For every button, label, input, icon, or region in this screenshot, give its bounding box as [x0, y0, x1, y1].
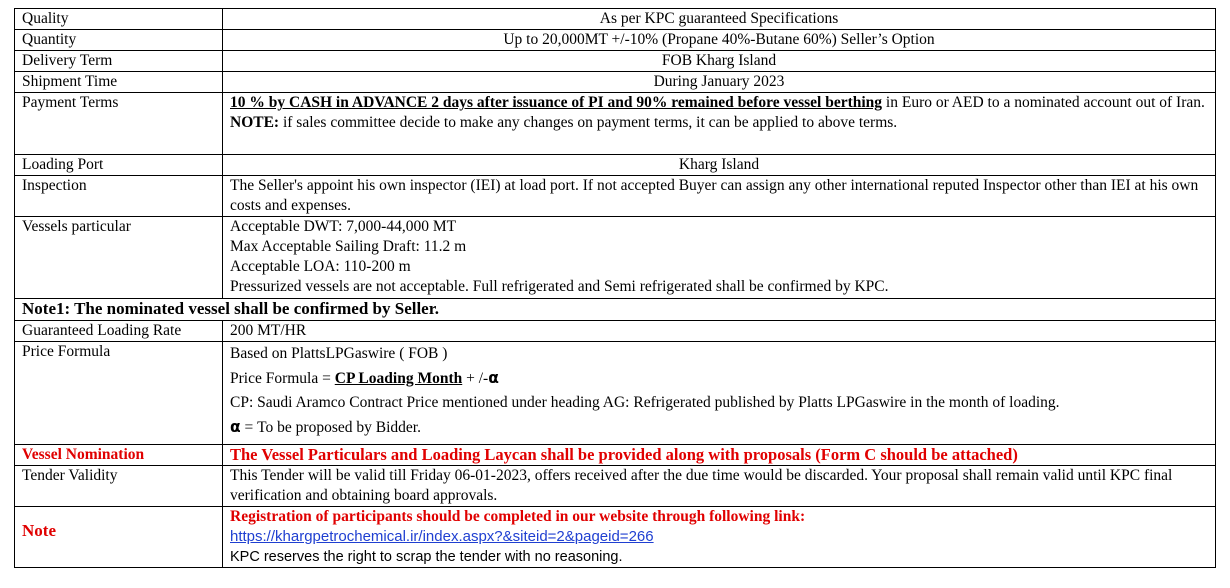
tender-terms-table [14, 8, 1216, 568]
vessel-line: Pressurized vessels are not acceptable. Full refrigerated and Semi refrigerated shall be confirmed by KPC. [230, 278, 889, 295]
row-inspection [15, 176, 1216, 217]
vessel-line: Max Acceptable Sailing Draft: 11.2 m [230, 238, 467, 255]
payment-bold-text: 10 % by CASH in ADVANCE 2 days after issuance of PI and 90% remained before vessel berthing [230, 94, 883, 111]
note1-text: Note1: The nominated vessel shall be confirmed by Seller. [15, 299, 1216, 321]
registration-text: Registration of participants should be completed in our website through following link: [230, 508, 806, 525]
row-payment-terms [15, 93, 1216, 155]
value-delivery-term: FOB Kharg Island [223, 51, 1216, 72]
row-loading-rate [15, 321, 1216, 342]
row-tender-validity [15, 466, 1216, 507]
value-inspection: The Seller's appoint his own inspector (IEI) at load port. If not accepted Buyer can assign any other international reputed Inspector other than IEI at his own costs and expenses. [223, 176, 1216, 217]
label-inspection: Inspection [15, 176, 223, 217]
label-loading-port: Loading Port [15, 155, 223, 176]
disclaimer-text: KPC reserves the right to scrap the tender with no reasoning. [230, 549, 623, 565]
vessel-line: Acceptable DWT: 7,000-44,000 MT [230, 218, 457, 235]
row-quality [15, 9, 1216, 30]
label-delivery-term: Delivery Term [15, 51, 223, 72]
row-vessels-particular [15, 217, 1216, 299]
price-line-4 [230, 417, 1208, 438]
value-price-formula [223, 342, 1216, 445]
label-note: Note [15, 507, 223, 568]
price-line-1: Based on PlattsLPGaswire ( FOB ) [230, 345, 448, 362]
payment-note-text: if sales committee decide to make any changes on payment terms, it can be applied to above terms. [279, 114, 898, 131]
label-loading-rate: Guaranteed Loading Rate [15, 321, 223, 342]
row-note [15, 507, 1216, 568]
row-quantity [15, 30, 1216, 51]
row-note1 [15, 299, 1216, 321]
label-quality: Quality [15, 9, 223, 30]
value-vessel-nomination: The Vessel Particulars and Loading Laycan shall be provided along with proposals (Form C should be attached) [223, 445, 1216, 466]
label-price-formula: Price Formula [15, 342, 223, 445]
price-line-2 [230, 368, 1208, 389]
row-delivery-term [15, 51, 1216, 72]
value-tender-validity: This Tender will be valid till Friday 06-01-2023, offers received after the due time would be discarded. Your proposal shall remain valid until KPC final verification and obtaining board approvals. [223, 466, 1216, 507]
row-vessel-nomination [15, 445, 1216, 466]
label-tender-validity: Tender Validity [15, 466, 223, 507]
payment-note-label: NOTE: [230, 114, 280, 131]
value-quantity: Up to 20,000MT +/-10% (Propane 40%-Butane 60%) Seller’s Option [223, 30, 1216, 51]
label-vessels-particular: Vessels particular [15, 217, 223, 299]
value-loading-rate: 200 MT/HR [223, 321, 1216, 342]
alpha-definition: = To be proposed by Bidder. [240, 419, 421, 436]
alpha-symbol: α [230, 418, 241, 436]
value-shipment-time: During January 2023 [223, 72, 1216, 93]
label-payment-terms: Payment Terms [15, 93, 223, 155]
alpha-symbol: α [488, 369, 499, 387]
price-formula-prefix: Price Formula = [230, 370, 335, 387]
row-price-formula [15, 342, 1216, 445]
row-loading-port [15, 155, 1216, 176]
label-shipment-time: Shipment Time [15, 72, 223, 93]
value-payment-terms [223, 93, 1216, 155]
value-note [223, 507, 1216, 568]
row-shipment-time [15, 72, 1216, 93]
vessel-line: Acceptable LOA: 110-200 m [230, 258, 411, 275]
label-quantity: Quantity [15, 30, 223, 51]
value-quality: As per KPC guaranteed Specifications [223, 9, 1216, 30]
price-formula-cp: CP Loading Month [334, 370, 463, 387]
value-loading-port: Kharg Island [223, 155, 1216, 176]
website-link[interactable]: https://khargpetrochemical.ir/index.aspx?&siteid=2&pageid=266 [230, 528, 654, 545]
price-line-3: CP: Saudi Aramco Contract Price mentioned under heading AG: Refrigerated published by Platts LPGaswire in the month of loading. [230, 394, 1060, 411]
payment-rest-text: in Euro or AED to a nominated account out of Iran. [882, 94, 1205, 111]
price-formula-suffix: + /- [462, 370, 489, 387]
label-vessel-nomination: Vessel Nomination [15, 445, 223, 466]
value-vessels-particular [223, 217, 1216, 299]
